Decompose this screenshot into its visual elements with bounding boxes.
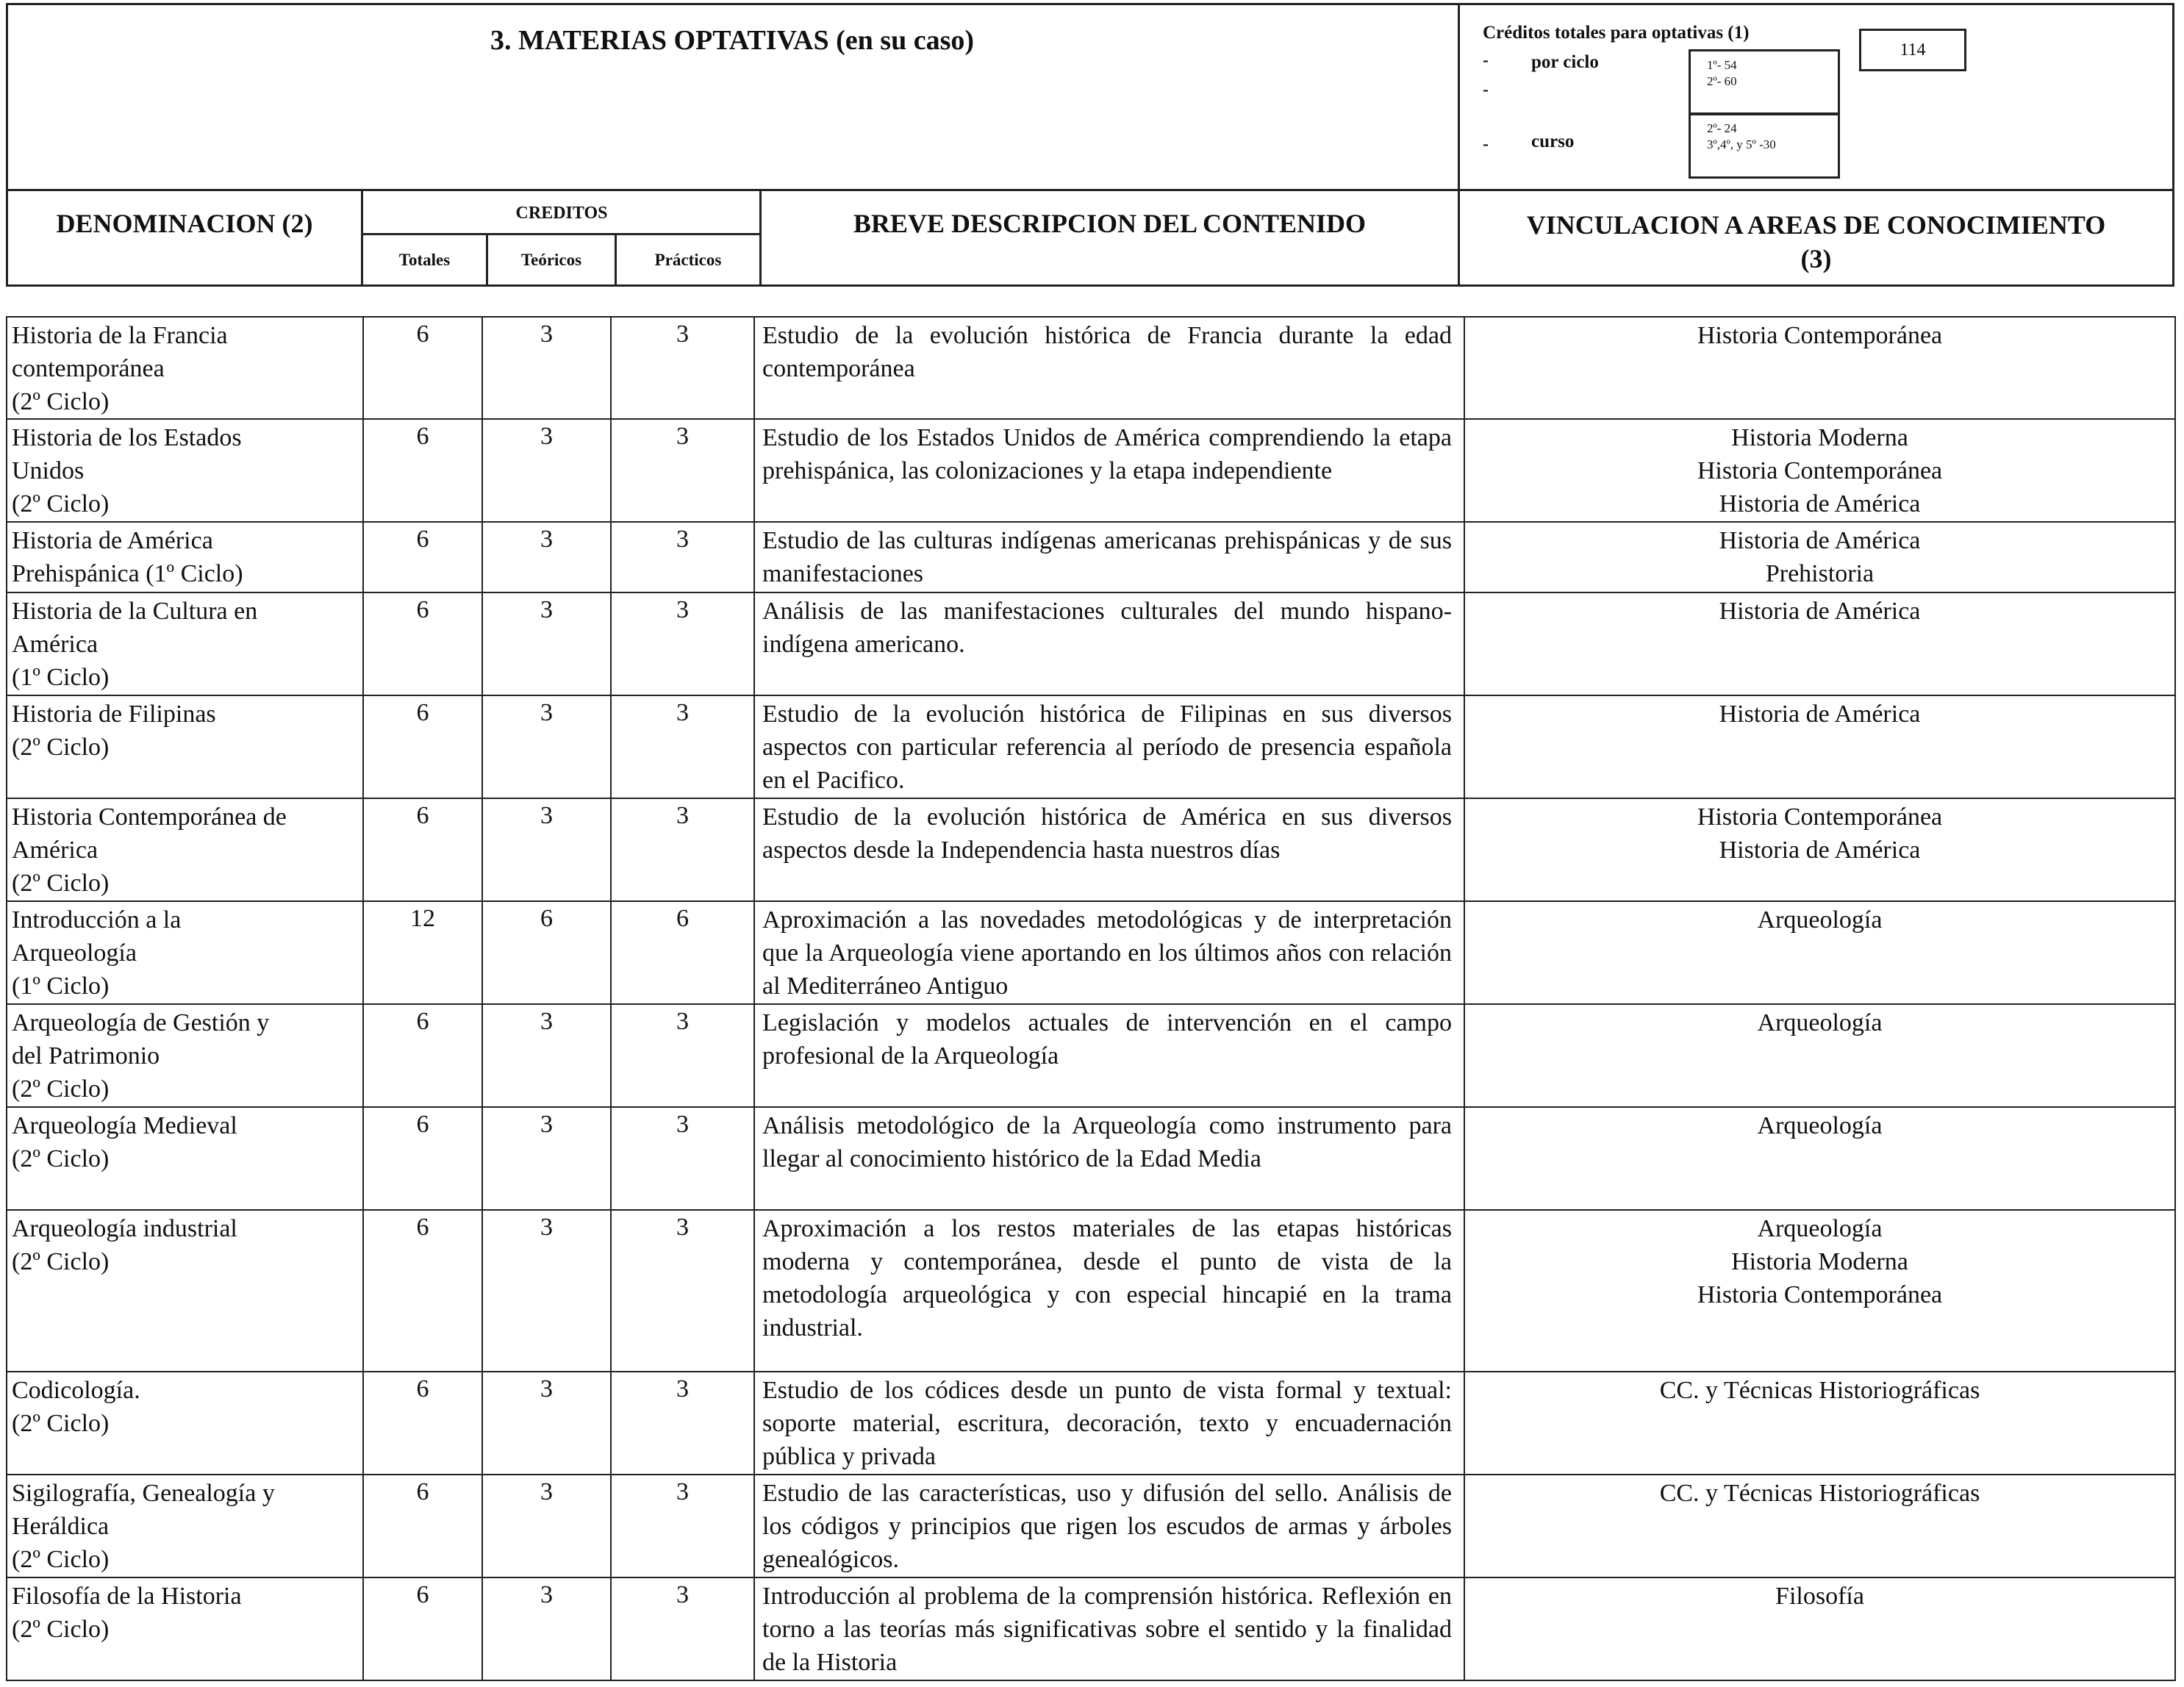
cell-totales: 12 xyxy=(363,901,482,1004)
header-block xyxy=(6,3,2174,287)
denominacion-line: América xyxy=(12,631,99,658)
area-line: Historia de América xyxy=(1719,527,1921,554)
denominacion-line: del Patrimonio xyxy=(12,1042,160,1070)
cell-denominacion xyxy=(7,1577,363,1680)
cell-descripcion: Aproximación a las novedades metodológicas y de interpretación que la Arqueología viene aportando en los últimos años con relación al Mediterráneo Antiguo xyxy=(754,901,1464,1004)
cell-descripcion: Legislación y modelos actuales de intervención en el campo profesional de la Arqueología xyxy=(754,1004,1464,1107)
credits-total-value: 114 xyxy=(1859,29,1966,71)
cell-totales: 6 xyxy=(363,695,482,798)
table-row xyxy=(7,798,2175,901)
table-row xyxy=(7,317,2175,419)
table-row xyxy=(7,419,2175,522)
denominacion-line: Historia de la Cultura en xyxy=(12,598,258,625)
area-line: Arqueología xyxy=(1757,1112,1883,1139)
curso-value: 3º,4º, y 5º -30 xyxy=(1707,137,1776,151)
table-row xyxy=(7,1372,2175,1475)
area-line: Historia de América xyxy=(1719,837,1921,864)
table-row xyxy=(7,1004,2175,1107)
table-row xyxy=(7,522,2175,592)
cell-denominacion xyxy=(7,1210,363,1372)
curso-box xyxy=(1689,112,1840,179)
cell-practicos: 3 xyxy=(611,798,754,901)
denominacion-line: Historia de los Estados xyxy=(12,424,242,451)
cell-totales: 6 xyxy=(363,592,482,695)
area-line: Historia de América xyxy=(1719,701,1921,728)
cell-teoricos: 3 xyxy=(482,1004,611,1107)
denominacion-line: (2º Ciclo) xyxy=(12,734,110,761)
denominacion-line: Introducción a la xyxy=(12,906,182,934)
cell-practicos: 3 xyxy=(611,1372,754,1475)
area-line: Historia de América xyxy=(1719,598,1921,625)
area-line: Arqueología xyxy=(1757,906,1883,934)
cell-vinculacion xyxy=(1464,1004,2175,1107)
cell-teoricos: 3 xyxy=(482,1210,611,1372)
denominacion-line: (2º Ciclo) xyxy=(12,870,110,897)
header-divider xyxy=(8,189,2172,191)
bullet-dash: - xyxy=(1483,80,1489,99)
cell-practicos: 3 xyxy=(611,1475,754,1577)
denominacion-line: Sigilografía, Genealogía y xyxy=(12,1480,275,1507)
table-row xyxy=(7,1577,2175,1680)
cell-practicos: 3 xyxy=(611,695,754,798)
cell-vinculacion xyxy=(1464,419,2175,522)
denominacion-line: América xyxy=(12,837,99,864)
denominacion-line: (2º Ciclo) xyxy=(12,388,110,415)
cell-totales: 6 xyxy=(363,798,482,901)
bullet-dash: - xyxy=(1483,51,1489,70)
cell-vinculacion xyxy=(1464,522,2175,592)
cell-practicos: 3 xyxy=(611,419,754,522)
table-row xyxy=(7,592,2175,695)
denominacion-line: Arqueología de Gestión y xyxy=(12,1009,270,1036)
cell-denominacion xyxy=(7,522,363,592)
col-descripcion: BREVE DESCRIPCION DEL CONTENIDO xyxy=(853,209,1367,238)
cell-teoricos: 3 xyxy=(482,798,611,901)
cell-descripcion: Estudio de los códices desde un punto de vista formal y textual: soporte material, escritura, decoración, texto y encuadernación pública y privada xyxy=(754,1372,1464,1475)
table-body xyxy=(7,317,2175,1680)
cell-teoricos: 3 xyxy=(482,419,611,522)
credits-total-label: Créditos totales para optativas (1) xyxy=(1483,23,1750,43)
page-title: 3. MATERIAS OPTATIVAS (en su caso) xyxy=(490,25,975,56)
table-row xyxy=(7,695,2175,798)
cell-descripcion: Estudio de las características, uso y difusión del sello. Análisis de los códigos y principios que rigen los escudos de armas y árboles genealógicos. xyxy=(754,1475,1464,1577)
denominacion-line: (1º Ciclo) xyxy=(12,973,110,1000)
cell-denominacion xyxy=(7,798,363,901)
col-teoricos: Teóricos xyxy=(520,251,582,269)
cell-teoricos: 3 xyxy=(482,592,611,695)
col-denominacion: DENOMINACION (2) xyxy=(56,209,313,238)
area-line: CC. y Técnicas Historiográficas xyxy=(1659,1377,1980,1404)
cell-totales: 6 xyxy=(363,1475,482,1577)
cell-totales: 6 xyxy=(363,1372,482,1475)
denominacion-line: Historia de la Francia xyxy=(12,322,228,349)
denominacion-line: (2º Ciclo) xyxy=(12,1248,110,1275)
cell-denominacion xyxy=(7,901,363,1004)
cell-vinculacion xyxy=(1464,695,2175,798)
cell-descripcion: Análisis de las manifestaciones culturales del mundo hispano-indígena americano. xyxy=(754,592,1464,695)
cell-totales: 6 xyxy=(363,1107,482,1210)
cell-denominacion xyxy=(7,695,363,798)
curso-label: curso xyxy=(1531,132,1575,151)
denominacion-line: Codicología. xyxy=(12,1377,140,1404)
denominacion-line: Historia de Filipinas xyxy=(12,701,216,728)
cell-descripcion: Estudio de los Estados Unidos de América comprendiendo la etapa prehispánica, las colonizaciones y la etapa independiente xyxy=(754,419,1464,522)
area-line: Prehistoria xyxy=(1765,560,1875,587)
cell-teoricos: 3 xyxy=(482,317,611,419)
col-creditos: CREDITOS xyxy=(515,204,608,223)
por-ciclo-value: 2º- 60 xyxy=(1707,74,1737,88)
area-line: Historia Contemporánea xyxy=(1697,1281,1943,1308)
cell-teoricos: 3 xyxy=(482,1372,611,1475)
cell-totales: 6 xyxy=(363,522,482,592)
cell-vinculacion xyxy=(1464,592,2175,695)
cell-vinculacion xyxy=(1464,1475,2175,1577)
col-practicos: Prácticos xyxy=(654,251,722,269)
cell-practicos: 3 xyxy=(611,592,754,695)
cell-descripcion: Análisis metodológico de la Arqueología como instrumento para llegar al conocimiento histórico de la Edad Media xyxy=(754,1107,1464,1210)
cell-teoricos: 3 xyxy=(482,1107,611,1210)
cell-vinculacion xyxy=(1464,798,2175,901)
cell-totales: 6 xyxy=(363,1004,482,1107)
denominacion-line: (2º Ciclo) xyxy=(12,490,110,517)
denominacion-line: Arqueología xyxy=(12,939,137,967)
bullet-dash: - xyxy=(1483,135,1489,154)
cell-teoricos: 3 xyxy=(482,522,611,592)
area-line: Historia Contemporánea xyxy=(1697,803,1943,831)
cell-vinculacion xyxy=(1464,1372,2175,1475)
cell-vinculacion xyxy=(1464,317,2175,419)
cell-totales: 6 xyxy=(363,317,482,419)
cell-totales: 6 xyxy=(363,419,482,522)
table-row xyxy=(7,1107,2175,1210)
denominacion-line: Prehispánica (1º Ciclo) xyxy=(12,560,243,587)
cell-totales: 6 xyxy=(363,1577,482,1680)
denominacion-line: (2º Ciclo) xyxy=(12,1410,110,1437)
denominacion-line: (1º Ciclo) xyxy=(12,664,110,691)
area-line: Historia de América xyxy=(1719,490,1921,517)
cell-vinculacion xyxy=(1464,1107,2175,1210)
optativas-table xyxy=(6,316,2176,1681)
header-divider xyxy=(361,233,762,235)
area-line: Historia Moderna xyxy=(1731,424,1908,451)
cell-vinculacion xyxy=(1464,1210,2175,1372)
denominacion-line: (2º Ciclo) xyxy=(12,1616,110,1643)
col-vinculacion-note: (3) xyxy=(1800,244,1832,273)
cell-practicos: 3 xyxy=(611,1577,754,1680)
denominacion-line: Historia de América xyxy=(12,527,213,554)
cell-practicos: 3 xyxy=(611,1210,754,1372)
area-line: Filosofía xyxy=(1775,1583,1864,1610)
denominacion-line: Filosofía de la Historia xyxy=(12,1583,242,1610)
table-row xyxy=(7,901,2175,1004)
cell-practicos: 3 xyxy=(611,317,754,419)
curso-value: 2º- 24 xyxy=(1707,121,1737,135)
por-ciclo-value: 1º- 54 xyxy=(1707,58,1737,72)
cell-practicos: 6 xyxy=(611,901,754,1004)
denominacion-line: Unidos xyxy=(12,457,85,484)
cell-denominacion xyxy=(7,1475,363,1577)
denominacion-line: (2º Ciclo) xyxy=(12,1075,110,1103)
denominacion-line: Arqueología Medieval xyxy=(12,1112,237,1139)
cell-totales: 6 xyxy=(363,1210,482,1372)
col-vinculacion-label: VINCULACION A AREAS DE CONOCIMIENTO xyxy=(1526,210,2106,240)
area-line: Historia Contemporánea xyxy=(1697,322,1943,349)
table-row xyxy=(7,1210,2175,1372)
denominacion-line: Heráldica xyxy=(12,1513,110,1540)
cell-descripcion: Aproximación a los restos materiales de las etapas históricas moderna y contemporánea, desde el punto de vista de la metodología arqueológica y con especial hincapié en la trama industrial. xyxy=(754,1210,1464,1372)
denominacion-line: (2º Ciclo) xyxy=(12,1145,110,1172)
cell-descripcion: Estudio de la evolución histórica de Filipinas en sus diversos aspectos con particular referencia al período de presencia española en el Pacifico. xyxy=(754,695,1464,798)
col-totales: Totales xyxy=(398,251,451,269)
area-line: CC. y Técnicas Historiográficas xyxy=(1659,1480,1980,1507)
cell-denominacion xyxy=(7,592,363,695)
cell-denominacion xyxy=(7,419,363,522)
cell-descripcion: Introducción al problema de la comprensión histórica. Reflexión en torno a las teorías más significativas sobre el sentido y la finalidad de la Historia xyxy=(754,1577,1464,1680)
cell-denominacion xyxy=(7,1107,363,1210)
cell-vinculacion xyxy=(1464,901,2175,1004)
denominacion-line: Historia Contemporánea de xyxy=(12,803,287,831)
cell-teoricos: 3 xyxy=(482,1475,611,1577)
denominacion-line: contemporánea xyxy=(12,355,165,382)
area-line: Arqueología xyxy=(1757,1215,1883,1242)
table-row xyxy=(7,1475,2175,1577)
cell-denominacion xyxy=(7,1004,363,1107)
cell-descripcion: Estudio de las culturas indígenas americanas prehispánicas y de sus manifestaciones xyxy=(754,522,1464,592)
cell-teoricos: 3 xyxy=(482,695,611,798)
denominacion-line: (2º Ciclo) xyxy=(12,1546,110,1573)
area-line: Historia Contemporánea xyxy=(1697,457,1943,484)
cell-teoricos: 3 xyxy=(482,1577,611,1680)
cell-teoricos: 6 xyxy=(482,901,611,1004)
cell-descripcion: Estudio de la evolución histórica de América en sus diversos aspectos desde la Independencia hasta nuestros días xyxy=(754,798,1464,901)
por-ciclo-box xyxy=(1689,49,1840,115)
cell-denominacion xyxy=(7,317,363,419)
cell-practicos: 3 xyxy=(611,1107,754,1210)
cell-denominacion xyxy=(7,1372,363,1475)
cell-practicos: 3 xyxy=(611,522,754,592)
col-vinculacion xyxy=(1460,208,2172,276)
denominacion-line: Arqueología industrial xyxy=(12,1215,237,1242)
por-ciclo-label: por ciclo xyxy=(1531,52,1599,72)
cell-vinculacion xyxy=(1464,1577,2175,1680)
area-line: Arqueología xyxy=(1757,1009,1883,1036)
cell-descripcion: Estudio de la evolución histórica de Francia durante la edad contemporánea xyxy=(754,317,1464,419)
area-line: Historia Moderna xyxy=(1731,1248,1908,1275)
cell-practicos: 3 xyxy=(611,1004,754,1107)
